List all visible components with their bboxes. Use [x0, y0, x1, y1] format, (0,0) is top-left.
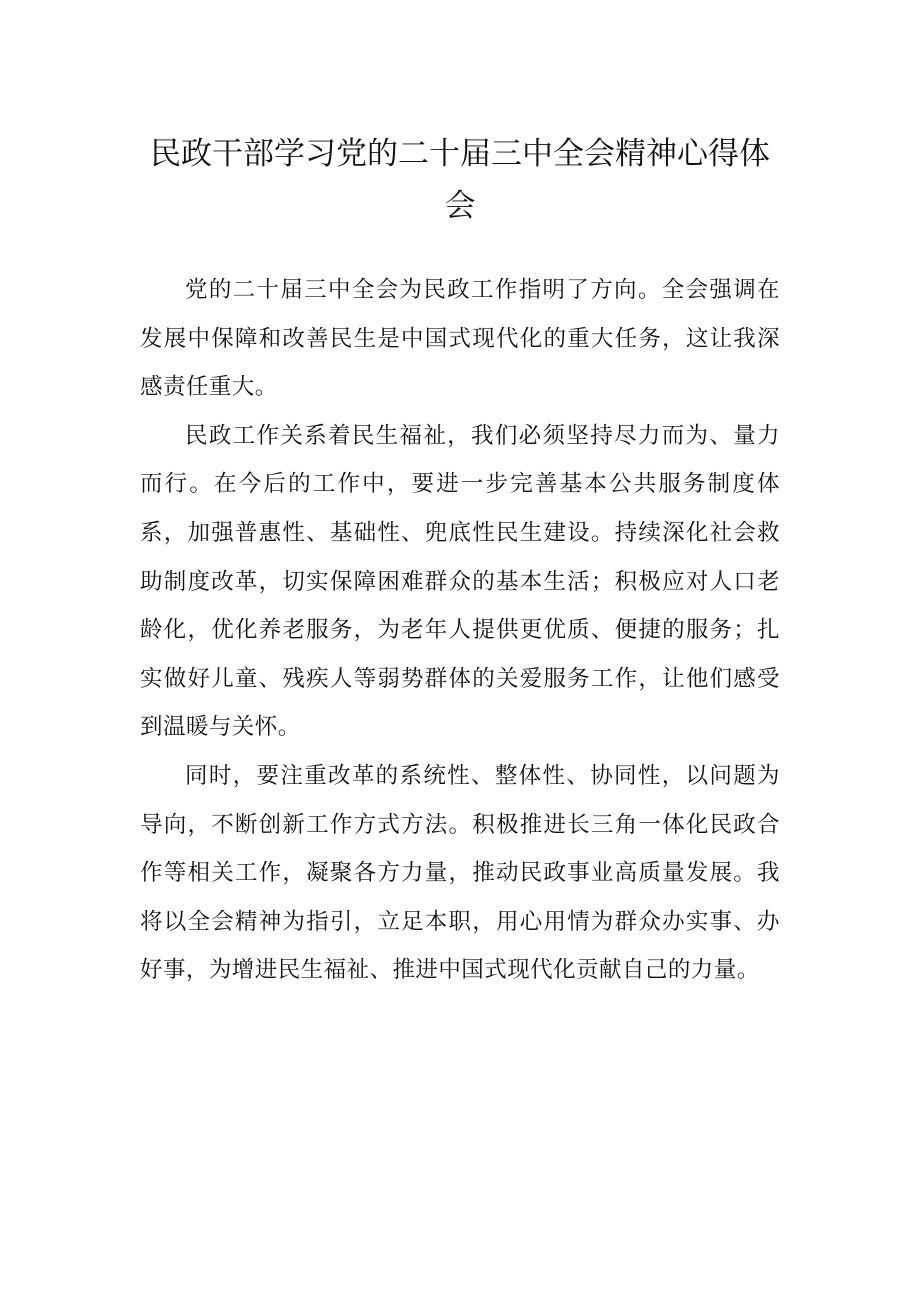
paragraph-2: 民政工作关系着民生福祉，我们必须坚持尽力而为、量力而行。在今后的工作中，要进一步完善基本公共服务制度体系，加强普惠性、基础性、兜底性民生建设。持续深化社会救助制度改革，切实保障困难群众的基本生活；积极应对人口老龄化，优化养老服务，为老年人提供更优质、便捷的服务；扎实做好儿童、残疾人等弱势群体的关爱服务工作，让他们感受到温暖与关怀。 [140, 422, 780, 741]
paragraph-1: 党的二十届三中全会为民政工作指明了方向。全会强调在发展中保障和改善民生是中国式现代化的重大任务，这让我深感责任重大。 [140, 277, 780, 401]
document-title: 民政干部学习党的二十届三中全会精神心得体会 [150, 136, 770, 224]
paragraph-3: 同时，要注重改革的系统性、整体性、协同性，以问题为导向，不断创新工作方式方法。积极推进长三角一体化民政合作等相关工作，凝聚各方力量，推动民政事业高质量发展。我将以全会精神为指引，立足本职，用心用情为群众办实事、办好事，为增进民生福祉、推进中国式现代化贡献自己的力量。 [140, 762, 780, 984]
document-body [140, 266, 780, 995]
